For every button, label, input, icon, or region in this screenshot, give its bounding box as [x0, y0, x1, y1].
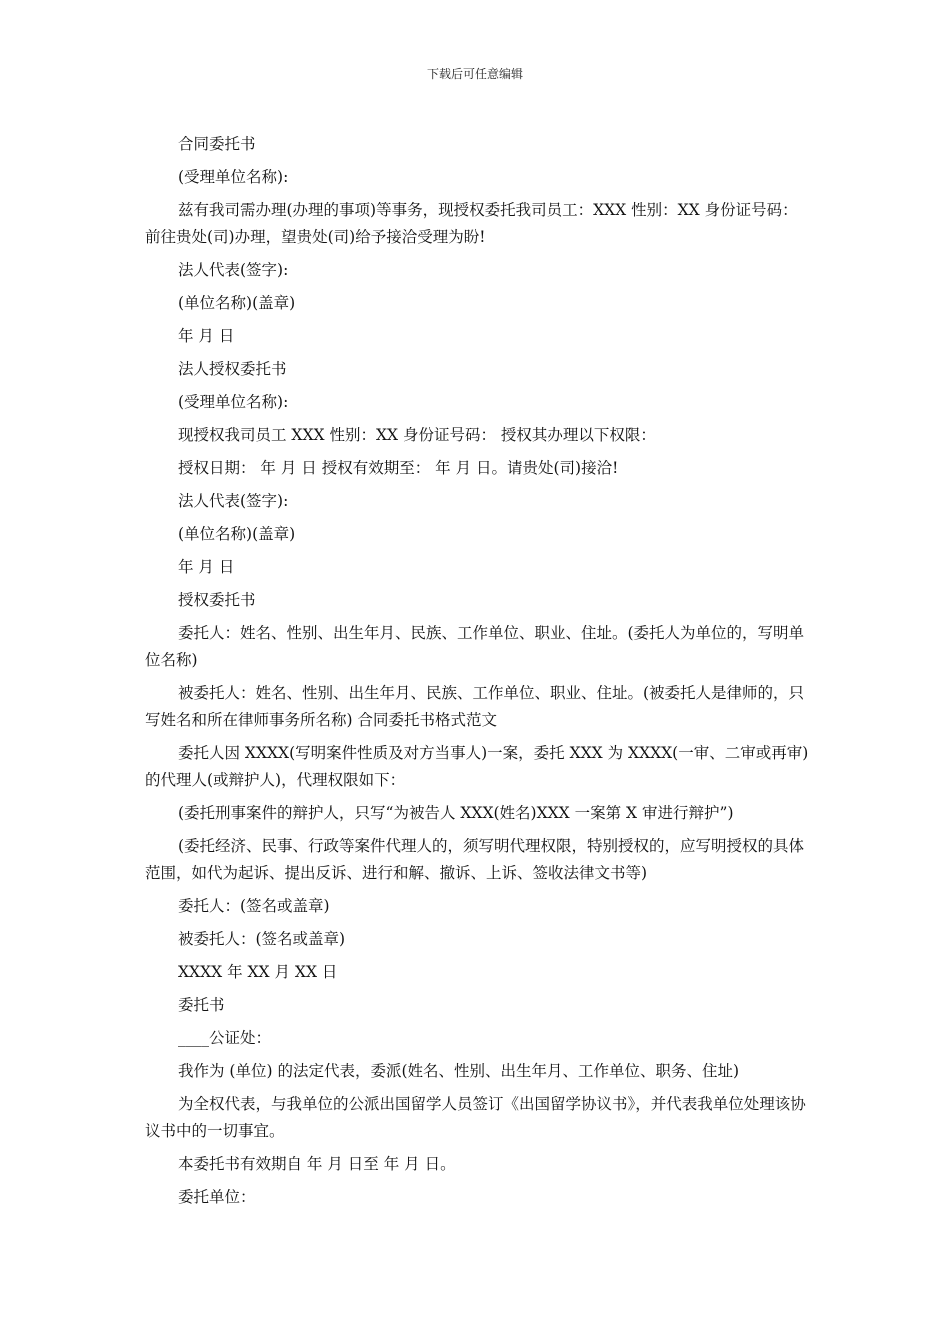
body-paragraph: (委托刑事案件的辩护人，只写“为被告人 XXX(姓名)XXX 一案第 X 审进行辩护”)	[178, 804, 734, 822]
body-paragraph: (委托经济、民事、行政等案件代理人的，须写明代理权限，特别授权的，应写明授权的具体范围，如代为起诉、提出反诉、进行和解、撤诉、上诉、签收法律文书等)	[145, 837, 805, 882]
doc-title-legal-authorization: 法人授权委托书	[178, 360, 287, 378]
entrusting-unit-line: 委托单位：	[178, 1188, 256, 1206]
body-paragraph: 为全权代表，与我单位的公派出国留学人员签订《出国留学协议书》，并代表我单位处理该协议书中的一切事宜。	[145, 1095, 806, 1140]
body-paragraph: 被委托人：姓名、性别、出生年月、民族、工作单位、职业、住址。(被委托人是律师的，只写姓名和所在律师事务所名称) 合同委托书格式范文	[145, 684, 805, 729]
document-body	[145, 131, 810, 1217]
signature-line: 委托人：(签名或盖章)	[178, 897, 330, 915]
seal-line: (单位名称)(盖章)	[178, 525, 296, 543]
validity-line: 本委托书有效期自 年 月 日至 年 月 日。	[178, 1155, 456, 1173]
body-paragraph: 委托人：姓名、性别、出生年月、民族、工作单位、职业、住址。(委托人为单位的，写明单位名称)	[145, 624, 805, 669]
recipient-line: (受理单位名称):	[178, 168, 289, 186]
signature-line: 被委托人：(签名或盖章)	[178, 930, 346, 948]
body-paragraph: 现授权我司员工 XXX 性别：XX 身份证号码： 授权其办理以下权限：	[178, 426, 656, 444]
date-line: XXXX 年 XX 月 XX 日	[178, 963, 338, 981]
doc-title-contract-entrustment: 合同委托书	[178, 135, 256, 153]
signature-line: 法人代表(签字):	[178, 261, 289, 279]
date-line: 年 月 日	[178, 327, 235, 345]
body-paragraph: 授权日期： 年 月 日 授权有效期至： 年 月 日。请贵处(司)接洽!	[178, 459, 619, 477]
body-paragraph: 委托人因 XXXX(写明案件性质及对方当事人)一案，委托 XXX 为 XXXX(一审、二审或再审)的代理人(或辩护人)，代理权限如下：	[145, 744, 809, 789]
recipient-line: (受理单位名称):	[178, 393, 289, 411]
date-line: 年 月 日	[178, 558, 235, 576]
body-paragraph: 兹有我司需办理(办理的事项)等事务，现授权委托我司员工：XXX 性别：XX 身份证号码：前往贵处(司)办理，望贵处(司)给予接洽受理为盼!	[145, 201, 798, 246]
recipient-line: ____公证处：	[178, 1029, 272, 1047]
body-paragraph: 我作为 (单位) 的法定代表，委派(姓名、性别、出生年月、工作单位、职务、住址)	[178, 1062, 740, 1080]
signature-line: 法人代表(签字):	[178, 492, 289, 510]
header-note: 下载后可任意编辑	[426, 67, 523, 81]
doc-title-authorization: 授权委托书	[178, 591, 256, 609]
doc-title-entrustment: 委托书	[178, 996, 225, 1014]
seal-line: (单位名称)(盖章)	[178, 294, 296, 312]
